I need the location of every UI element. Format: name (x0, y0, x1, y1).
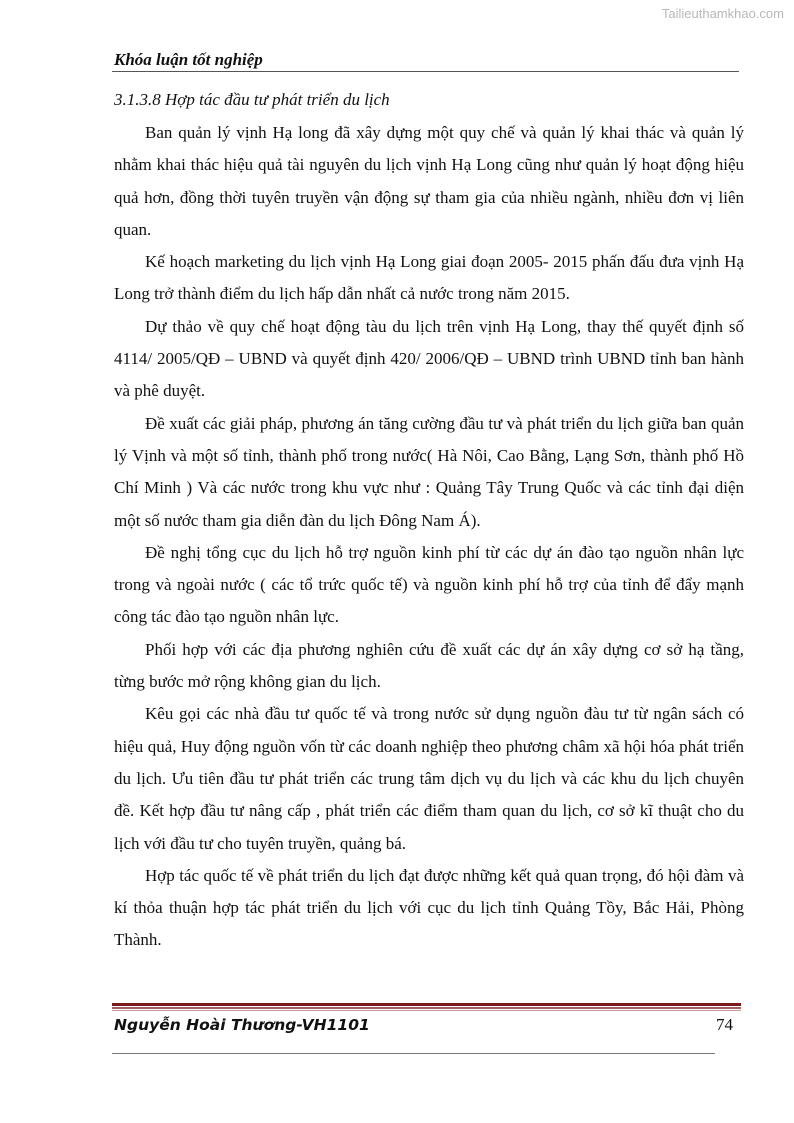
paragraph: Phối hợp với các địa phương nghiên cứu đề xuất các dự án xây dựng cơ sở hạ tầng, từng bước mở rộng không gian du lịch. (114, 639, 744, 692)
paragraph: Kêu gọi các nhà đầu tư quốc tế và trong nước sử dụng nguồn đàu tư từ ngân sách có hiệu quả, Huy động nguồn vốn từ các doanh nghiệp theo phương châm xã hội hóa phát triển du lịch. Ưu tiên đầu tư phát triển các trung tâm dịch vụ du lịch và các khu du lịch chuyên đề. Kết hợp đầu tư nâng cấp , phát triển các điểm tham quan du lịch, cơ sở kĩ thuật cho du lịch với đầu tư cho tuyên truyền, quảng bá. (114, 704, 744, 853)
section-title: 3.1.3.8 Hợp tác đầu tư phát triển du lịch (114, 90, 390, 109)
paragraph: Ban quản lý vịnh Hạ long đã xây dựng một quy chế và quản lý khai thác và quản lý nhằm khai thác hiệu quả tài nguyên du lịch vịnh Hạ Long cũng như quản lý hoạt động hiệu quả hơn, đồng thời tuyên truyền vận động sự tham gia của nhiều ngành, nhiều đơn vị liên quan. (114, 123, 744, 239)
header-divider (112, 71, 739, 72)
paragraph: Kế hoạch marketing du lịch vịnh Hạ Long giai đoạn 2005- 2015 phấn đấu đưa vịnh Hạ Long trở thành điểm du lịch hấp dẫn nhất cả nước trong năm 2015. (114, 252, 744, 304)
paragraph: Dự thảo về quy chế hoạt động tàu du lịch trên vịnh Hạ Long, thay thế quyết định số 4114/ 2005/QĐ – UBND và quyết định 420/ 2006/QĐ – UBND trình UBND tỉnh ban hành và phê duyệt. (114, 316, 744, 401)
footer-divider-thick (112, 1003, 741, 1006)
page-number: 74 (716, 1015, 733, 1034)
watermark: Tailieuthamkhao.com (661, 6, 784, 21)
footer-author: Nguyễn Hoài Thương-VH1101 (114, 1016, 370, 1034)
page-header-title: Khóa luận tốt nghiệp (114, 50, 263, 69)
footer-bottom-rule (112, 1053, 715, 1054)
footer-divider-thin (112, 1010, 741, 1011)
paragraph: Hợp tác quốc tế về phát triển du lịch đạt được những kết quả quan trọng, đó hội đàm và kí thỏa thuận hợp tác phát triển du lịch với cục du lịch tỉnh Quảng Tồy, Bắc Hải, Phòng Thành. (114, 865, 744, 950)
paragraph: Đề nghị tổng cục du lịch hỗ trợ nguồn kinh phí từ các dự án đào tạo nguồn nhân lực trong và ngoài nước ( các tổ trức quốc tế) và nguồn kinh phí hỗ trợ của tỉnh để đẩy mạnh công tác đào tạo nguồn nhân lực. (114, 542, 744, 627)
page-content (114, 87, 744, 957)
paragraph: Đề xuất các giải pháp, phương án tăng cường đầu tư và phát triển du lịch giữa ban quản lý Vịnh và một số tỉnh, thành phố trong nước( Hà Nôi, Cao Bằng, Lạng Sơn, thành phố Hồ Chí Minh ) Và các nước trong khu vực như : Quảng Tây Trung Quốc và các tỉnh đại diện một số nước tham gia diễn đàn du lịch Đông Nam Á). (114, 413, 744, 530)
footer-divider-mid (112, 1007, 741, 1009)
